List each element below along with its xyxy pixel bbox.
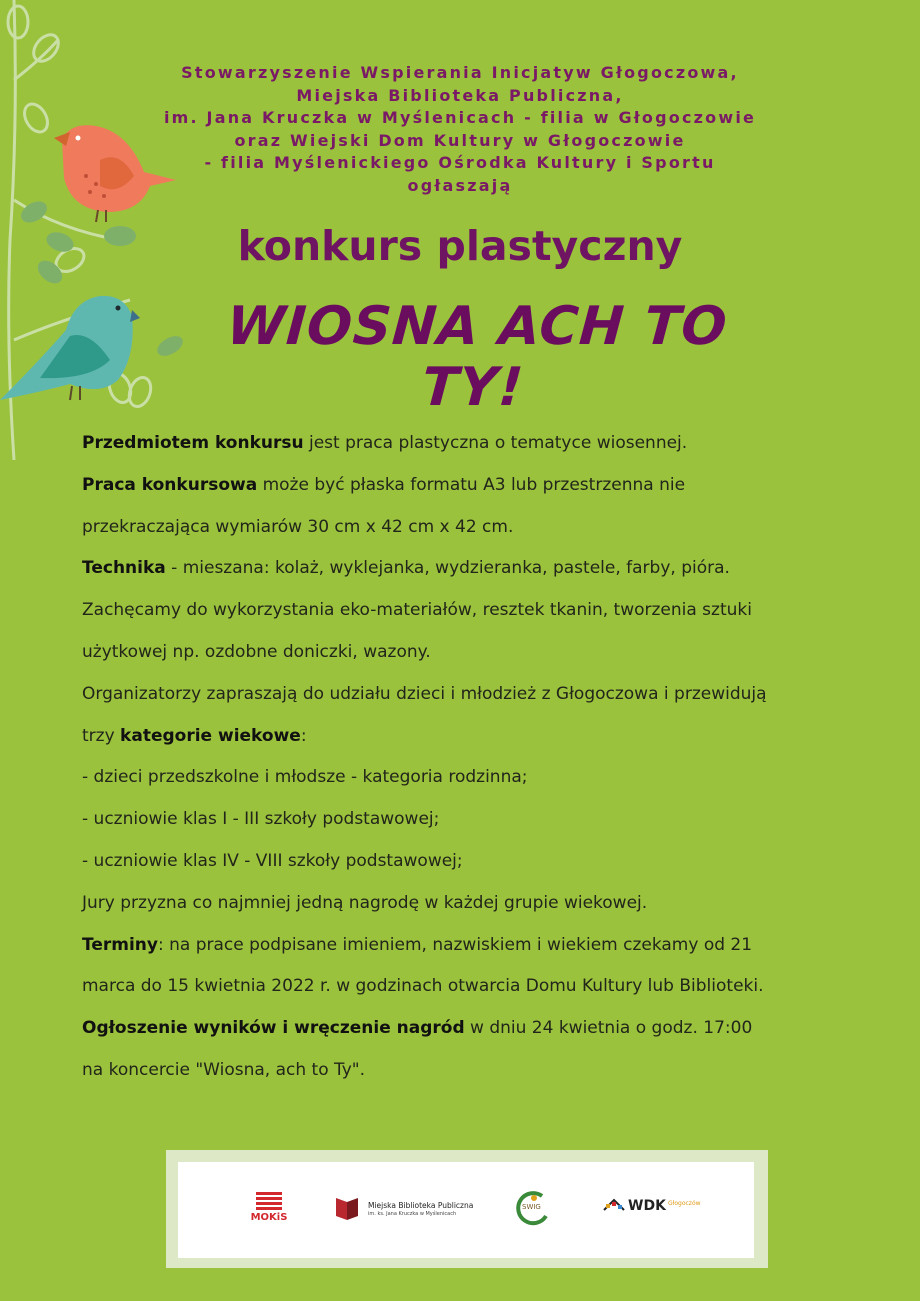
organizers-header [120,62,800,197]
rule-line: - uczniowie klas I - III szkoły podstawowej; [82,809,440,830]
rule-line: na koncercie "Wiosna, ach to Ty". [82,1059,366,1080]
rule-line [82,1008,852,1050]
wdk-logo [602,1196,722,1226]
swig-logo-text: SWIG [522,1203,541,1211]
rule-text: - mieszana: kolaż, wyklejanka, wydzieranka, pastele, farby, pióra. [165,558,730,579]
rule-line: użytkowej np. ozdobne doniczki, wazony. [82,641,431,662]
mokis-mark-icon [256,1192,282,1210]
rule-line: marca do 15 kwietnia 2022 r. w godzinach otwarcia Domu Kultury lub Biblioteki. [82,976,764,997]
rule-line: Zachęcamy do wykorzystania eko-materiałów, resztek tkanin, tworzenia sztuki [82,600,752,621]
rule-text: jest praca plastyczna o tematyce wiosennej. [303,433,688,453]
rule-bold: Ogłoszenie wyników i wręczenie nagród [82,1018,465,1039]
rule-line [82,925,852,967]
rule-bold: kategorie wiekowe [120,725,301,746]
rule-text: w dniu 24 kwietnia o godz. 17:00 [464,1018,753,1039]
rule-bold: Przedmiotem konkursu [82,433,304,453]
rule-bold: Terminy [82,934,158,955]
library-logo [334,1194,484,1228]
header-line: Stowarzyszenie Wspierania Inicjatyw Głogoczowa, [181,63,739,82]
library-logo-subtitle: im. ks. Jana Kruczka w Myślenicach [368,1211,457,1217]
contest-title: WIOSNA ACH TO TY! [224,296,730,418]
rule-line [82,423,852,465]
wdk-logo-subtitle: Głogoczów [668,1200,701,1207]
header-line: oraz Wiejski Dom Kultury w Głogoczowie [234,130,686,150]
contest-rules [82,423,852,1092]
mokis-logo-text: MOKiS [250,1212,288,1223]
header-line: - filia Myślenickiego Ośrodka Kultury i Sportu [204,153,716,172]
rule-text: : na prace podpisane imieniem, nazwiskiem i wiekiem czekamy od 21 [157,934,753,955]
rule-line: Organizatorzy zapraszają do udziału dzieci i młodzież z Głogoczowa i przewidują [82,683,767,704]
rule-line: - dzieci przedszkolne i młodsze - kategoria rodzinna; [82,767,528,788]
book-icon [334,1194,360,1222]
contest-label: konkurs plastyczny [237,222,683,270]
rule-text: trzy [82,725,121,746]
rule-line [82,716,852,758]
wdk-logo-text: WDK [628,1198,666,1214]
rule-line [82,548,852,590]
mokis-logo [244,1192,294,1223]
rule-text: może być płaska formatu A3 lub przestrzenna nie [257,474,686,495]
rule-line: przekraczająca wymiarów 30 cm x 42 cm x 42 cm. [82,516,514,537]
rule-text: : [300,725,307,746]
teal-bird-icon [0,296,140,400]
swig-logo [512,1188,552,1228]
header-line: im. Jana Kruczka w Myślenicach - filia w Głogoczowie [163,108,757,127]
sponsor-logos-panel [178,1162,754,1258]
rule-line [82,465,852,507]
rule-line: Jury przyzna co najmniej jedną nagrodę w każdej grupie wiekowej. [82,892,648,913]
rule-line: - uczniowie klas IV - VIII szkoły podstawowej; [82,850,463,871]
header-line: Miejska Biblioteka Publiczna, [296,85,624,105]
header-line: ogłaszają [407,175,513,195]
library-logo-name: Miejska Biblioteka Publiczna [368,1201,474,1210]
sponsor-logos-frame [166,1150,768,1268]
rule-bold: Technika [82,558,166,579]
rule-bold: Praca konkursowa [82,474,258,495]
